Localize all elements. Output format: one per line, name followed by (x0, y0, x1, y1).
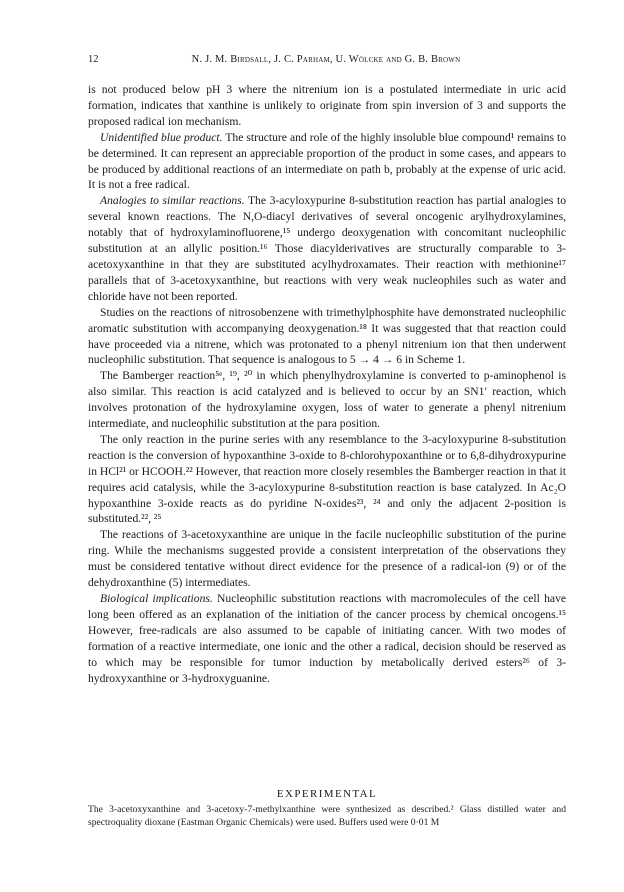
experimental-text: The 3-acetoxyxanthine and 3-acetoxy-7-methylxanthine were synthesized as described.² Glass distilled water and spectroquality dioxane (Eastman Organic Chemicals) were used. Buffers used were 0·01 M (88, 804, 566, 828)
paragraph-lead: Analogies to similar reactions. (100, 194, 245, 208)
paragraph-text: Studies on the reactions of nitrosobenzene with trimethylphosphite have demonstrated nucleophilic aromatic substitution with accompanying deoxygenation.¹⁸ It was suggested that that reaction could have proceeded via a nitrene, which was protonated to a phenyl nitrenium ion that then underwent nucleophilic substitution. That sequence is analogous to 5 → 4 → 6 in Scheme 1. (88, 305, 566, 367)
paragraph (88, 82, 566, 130)
paragraph-text: is not produced below pH 3 where the nitrenium ion is a postulated intermediate in uric acid formation, indicates that xanthine is unlikely to originate from spin inversion of 3 and supports the proposed radical ion mechanism. (88, 83, 566, 128)
paragraph (88, 368, 566, 432)
paragraph (88, 527, 566, 591)
paragraph-text: The structure and role of the highly insoluble blue compound¹ remains to be determined. It can represent an appreciable proportion of the product in some cases, and appears to be produced by additional reactions of an intermediate on path b, probably at the expense of uric acid. It is not a free radical. (88, 130, 567, 192)
paragraph-text: The reactions of 3-acetoxyxanthine are unique in the facile nucleophilic substitution of the purine ring. While the mechanisms suggested provide a consistent interpretation of the observations they must be considered tentative without direct evidence for the presence of a radical-ion (9) or of the dehydroxanthine (5) intermediates. (88, 528, 566, 590)
running-title: N. J. M. Birdsall, J. C. Parham, U. Wölcke and G. B. Brown (191, 54, 461, 65)
paragraph (88, 193, 566, 304)
paragraph-lead: Biological implications. (100, 592, 213, 605)
paragraph-lead: Unidentified blue product. (100, 130, 223, 144)
paragraph-text: The Bamberger reaction⁵ᵉ, ¹⁹, ²⁰ in which phenylhydroxylamine is converted to p-aminophenol is also similar. This reaction is acid catalyzed and is believed to occur by an SN1′ reaction, which involves protonation of the hydroxylamine oxygen, loss of water to generate a phenyl nitrenium intermediate, and nucleophilic substitution at the para position. (88, 369, 566, 431)
page-number: 12 (88, 54, 99, 65)
article-body (88, 82, 566, 686)
paragraph-text: The 3-acyloxypurine 8-substitution reaction has partial analogies to several known reactions. The N,O-diacyl derivatives of several oncogenic arylhydroxylamines, notably that of hydroxylaminofluorene,¹⁵ undergo deoxygenation with concomitant nucleophilic substitution at an allylic position.¹⁶ Those diacylderivatives are structurally comparable to 3-acetoxyxanthine in that they are substituted acylhydroxamates. Their reaction with methionine¹⁷ parallels that of 3-acetoxyxanthine, but reactions with very weak nucleophiles such as water and chloride have not been reported. (88, 194, 567, 303)
paragraph (88, 432, 566, 527)
paragraph-text: The only reaction in the purine series with any resemblance to the 3-acyloxypurine 8-substitution reaction is the conversion of hypoxanthine 3-oxide to 8-chlorohypoxanthine or to 6,8-dihydroxypurine in HCl²¹ or HCOOH.²² However, that reaction more closely resembles the Bamberger reaction in that it requires acid catalysis, while the 3-acyloxypurine 8-substitution reaction is base catalyzed. In Ac₂O hypoxanthine 3-oxide reacts as do pyridine N-oxides²³, ²⁴ and only the adjacent 2-position is substituted.²², ²⁵ (88, 432, 566, 526)
paragraph (88, 305, 566, 369)
page-header (88, 54, 564, 70)
paragraph (88, 130, 566, 194)
paragraph-text: Nucleophilic substitution reactions with macromolecules of the cell have long been offered as an explanation of the initiation of the cancer process by chemical oncogens.¹⁵ However, free-radicals are also assumed to be capable of initiating cancer. With two modes of formation of a reactive intermediate, one ionic and the other a radical, decision should be reserved as to which may be responsible for tumor induction by metabolically derived esters²⁶ of 3-hydroxyxanthine or 3-hydroxyguanine. (88, 592, 567, 685)
section-heading-experimental: EXPERIMENTAL (276, 788, 378, 800)
paragraph (88, 591, 566, 686)
